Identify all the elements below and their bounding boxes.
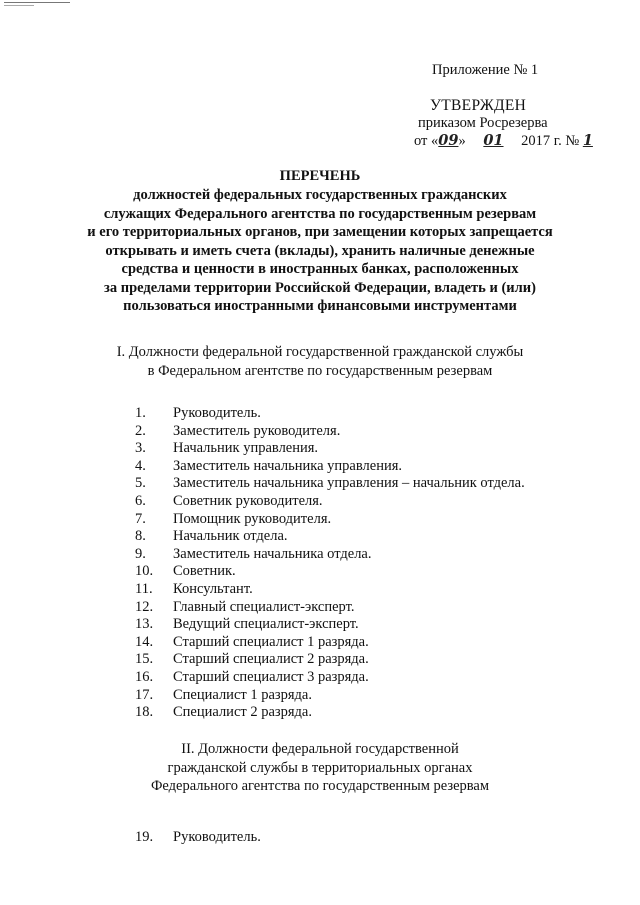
item-text: Заместитель начальника отдела.	[173, 545, 372, 562]
subtitle-line: должностей федеральных государственных гражданских	[133, 187, 507, 203]
handwritten-number: 1	[582, 132, 593, 149]
section-heading-line: II. Должности федеральной государственной	[181, 741, 459, 757]
item-text: Специалист 1 разряда.	[173, 686, 312, 703]
subtitle-line: служащих Федерального агентства по государственным резервам	[103, 205, 537, 222]
item-number: 12.	[135, 598, 154, 615]
item-text: Помощник руководителя.	[173, 510, 332, 527]
handwritten-day: 09	[438, 132, 459, 149]
item-number: 4.	[135, 457, 146, 474]
item-text: Советник.	[173, 563, 236, 580]
document-subtitle	[0, 186, 640, 316]
date-year: 2017 г. №	[517, 133, 583, 149]
item-number: 6.	[135, 492, 146, 509]
list-item	[135, 581, 525, 599]
item-number: 19.	[135, 829, 154, 845]
item-number: 3.	[135, 440, 146, 457]
scan-mark	[4, 2, 70, 3]
item-text: Консультант.	[173, 580, 253, 597]
list-item	[135, 687, 525, 705]
item-text: Главный специалист-эксперт.	[173, 598, 355, 615]
subtitle-line: и его территориальных органов, при замещении которых запрещается	[87, 224, 553, 240]
list-item	[135, 528, 525, 546]
item-number: 2.	[135, 422, 146, 439]
item-number: 14.	[135, 633, 154, 650]
item-number: 1.	[135, 405, 146, 421]
item-number: 8.	[135, 528, 146, 545]
item-text: Советник руководителя.	[173, 492, 323, 509]
list-item	[135, 511, 525, 529]
subtitle-line: за пределами территории Российской Федерации, владеть и (или)	[104, 279, 536, 296]
item-text: Заместитель начальника управления.	[173, 457, 403, 474]
document-title: ПЕРЕЧЕНЬ	[279, 168, 361, 184]
list-item	[135, 651, 525, 669]
list-item	[135, 440, 525, 458]
order-date-line	[414, 132, 593, 150]
item-text: Старший специалист 2 разряда.	[173, 651, 369, 668]
item-text: Заместитель начальника управления – начальник отдела.	[173, 475, 525, 492]
section-1-list	[135, 405, 525, 722]
item-number: 11.	[135, 580, 153, 597]
item-text: Старший специалист 3 разряда.	[173, 668, 369, 685]
item-text: Ведущий специалист-эксперт.	[173, 616, 359, 633]
section-2-heading	[0, 740, 640, 796]
item-number: 7.	[135, 510, 146, 527]
subtitle-line: открывать и иметь счета (вклады), хранить наличные денежные	[105, 242, 535, 259]
item-text: Начальник отдела.	[173, 528, 288, 545]
list-item	[135, 599, 525, 617]
item-text: Руководитель.	[173, 405, 261, 421]
item-number: 18.	[135, 704, 154, 721]
section-heading-line: I. Должности федеральной государственной гражданской службы	[116, 344, 524, 360]
list-item	[135, 634, 525, 652]
item-number: 17.	[135, 686, 154, 703]
list-item	[135, 669, 525, 687]
subtitle-line: средства и ценности в иностранных банках, расположенных	[121, 261, 519, 277]
list-item	[135, 475, 525, 493]
date-mid: »	[458, 133, 470, 149]
appendix-label: Приложение № 1	[432, 62, 539, 78]
item-text: Специалист 2 разряда.	[173, 704, 312, 721]
item-text: Старший специалист 1 разряда.	[173, 633, 369, 650]
section-heading-line: в Федеральном агентстве по государственным резервам	[147, 362, 493, 379]
list-item	[135, 829, 261, 846]
section-1-heading	[0, 343, 640, 380]
date-prefix: от «	[414, 133, 439, 149]
item-number: 10.	[135, 563, 154, 580]
subtitle-line: пользоваться иностранными финансовыми инструментами	[123, 298, 517, 314]
scan-mark-secondary	[4, 5, 34, 6]
list-item	[135, 423, 525, 441]
list-item	[135, 458, 525, 476]
item-text: Руководитель.	[173, 829, 261, 845]
item-number: 9.	[135, 545, 146, 562]
handwritten-month: 01	[483, 132, 504, 149]
item-number: 13.	[135, 616, 154, 633]
item-number: 16.	[135, 668, 154, 685]
item-number: 5.	[135, 475, 146, 492]
item-number: 15.	[135, 651, 154, 668]
item-text: Начальник управления.	[173, 440, 319, 457]
section-heading-line: гражданской службы в территориальных органах	[167, 759, 473, 776]
list-item	[135, 493, 525, 511]
list-item	[135, 546, 525, 564]
list-item	[135, 704, 525, 722]
list-item	[135, 616, 525, 634]
item-text: Заместитель руководителя.	[173, 422, 341, 439]
approved-label: УТВЕРЖДЕН	[430, 97, 527, 114]
list-item	[135, 563, 525, 581]
list-item	[135, 405, 525, 423]
order-by: приказом Росрезерва	[418, 115, 548, 131]
section-heading-line: Федерального агентства по государственным резервам	[150, 778, 490, 794]
